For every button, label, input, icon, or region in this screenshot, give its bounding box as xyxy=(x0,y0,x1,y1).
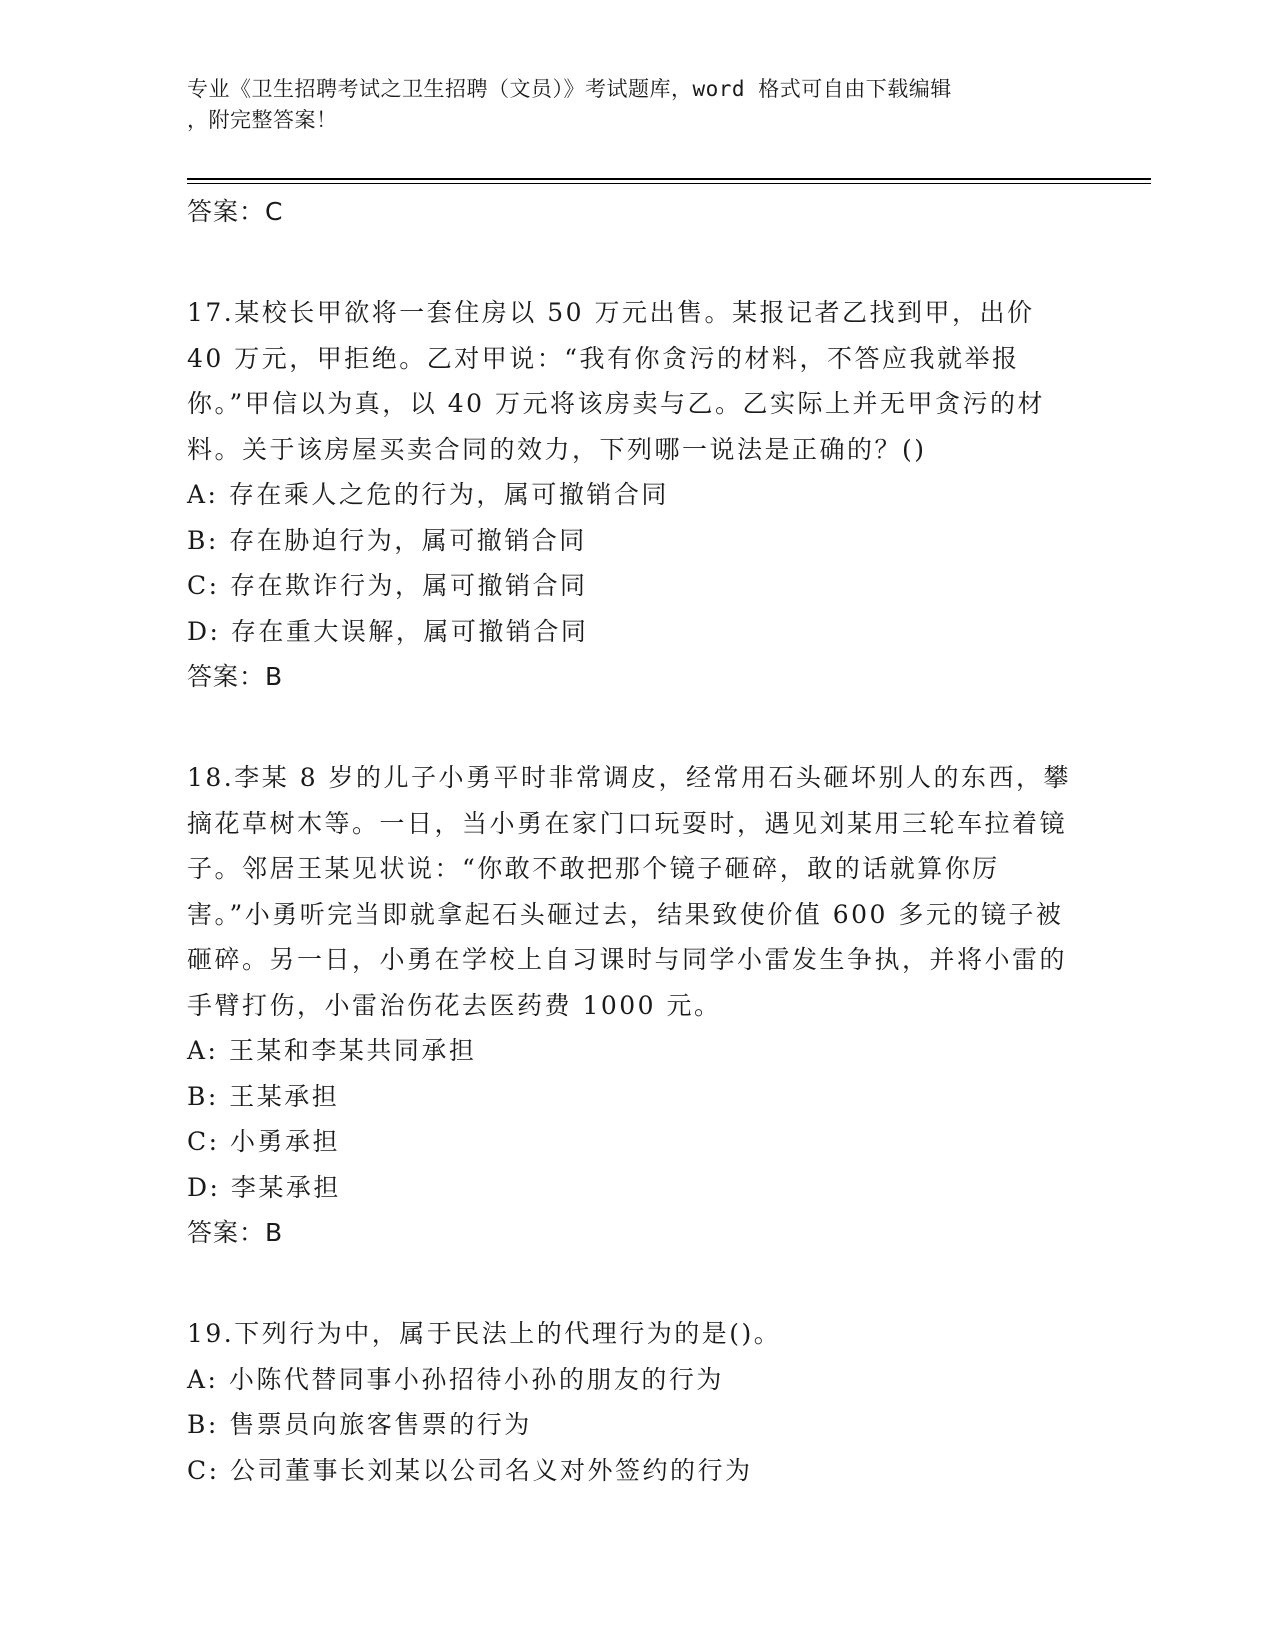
question-19 xyxy=(187,1311,1087,1493)
option-c: C: 小勇承担 xyxy=(187,1127,340,1156)
question-answer: 答案：B xyxy=(187,1218,284,1247)
question-18 xyxy=(187,755,1087,1255)
header-divider-thick xyxy=(187,178,1151,180)
option-a: A: 王某和李某共同承担 xyxy=(187,1036,477,1065)
option-c: C: 公司董事长刘某以公司名义对外签约的行为 xyxy=(187,1455,753,1485)
option-a: A: 小陈代替同事小孙招待小孙的朋友的行为 xyxy=(187,1364,724,1394)
option-d: D: 存在重大误解，属可撤销合同 xyxy=(187,616,589,646)
option-d: D: 李某承担 xyxy=(187,1172,341,1202)
header-divider-thin xyxy=(187,183,1151,184)
question-answer: 答案：B xyxy=(187,662,284,691)
question-stem: 19.下列行为中，属于民法上的代理行为的是()。 xyxy=(187,1319,782,1348)
option-b: B: 售票员向旅客售票的行为 xyxy=(187,1410,532,1439)
question-stem: 17.某校长甲欲将一套住房以 50 万元出售。某报记者乙找到甲，出价 40 万元，甲拒绝。乙对甲说：“我有你贪污的材料，不答应我就举报你。”甲信以为真，以 40 万元将该房卖与乙。乙实际上并无甲贪污的材料。关于该房屋买卖合同的效力，下列哪一说法是正确的？() xyxy=(187,298,1045,464)
previous-answer: 答案：C xyxy=(187,197,284,226)
question-list xyxy=(187,190,1087,1493)
option-b: B: 王某承担 xyxy=(187,1081,340,1111)
option-b: B: 存在胁迫行为，属可撤销合同 xyxy=(187,525,587,555)
header-line-2: ，附完整答案！ xyxy=(187,108,338,132)
option-c: C: 存在欺诈行为，属可撤销合同 xyxy=(187,571,588,600)
page-header xyxy=(187,74,1067,136)
question-17 xyxy=(187,290,1087,699)
option-a: A: 存在乘人之危的行为，属可撤销合同 xyxy=(187,480,669,509)
header-line-1: 专业《卫生招聘考试之卫生招聘（文员）》考试题库，word 格式可自由下载编辑 xyxy=(187,77,952,101)
question-stem: 18.李某 8 岁的儿子小勇平时非常调皮，经常用石头砸坏别人的东西，攀摘花草树木等。一日，当小勇在家门口玩耍时，遇见刘某用三轮车拉着镜子。邻居王某见状说：“你敢不敢把那个镜子砸碎，敢的话就算你厉害。”小勇听完当即就拿起石头砸过去，结果致使价值 600 多元的镜子被砸碎。另一日，小勇在学校上自习课时与同学小雷发生争执，并将小雷的手臂打伤，小雷治伤花去医药费 1000 元。 xyxy=(187,763,1072,1020)
